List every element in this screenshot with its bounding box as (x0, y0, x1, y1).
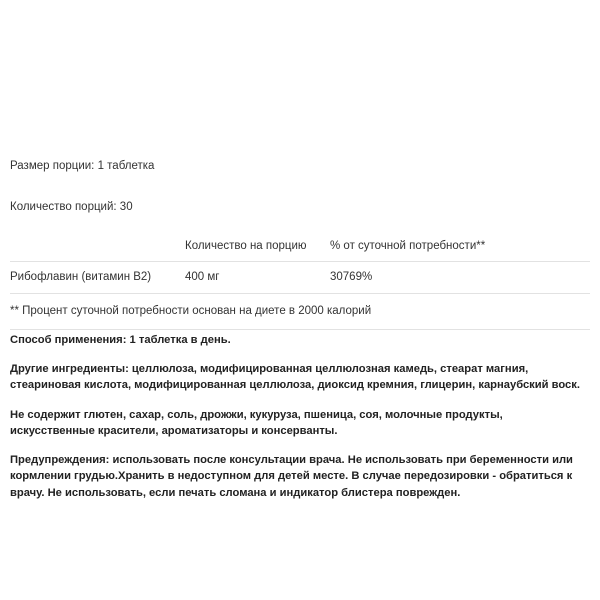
table-header-row (10, 232, 590, 262)
other-ingredients-label: Другие ингредиенты: (10, 363, 129, 376)
supplement-facts-panel (10, 155, 590, 330)
servings-per-container-line: Количество порций: 30 (10, 201, 133, 214)
table-row (10, 261, 590, 293)
other-ingredients-text: целлюлоза, модифицированная целлюлозная камедь, стеарат магния, стеариновая кислота, модифицированная целлюлоза, диоксид кремния, глицерин, карнаубский воск. (10, 363, 580, 392)
nutrients-table (10, 232, 590, 294)
nutrient-amount: 400 мг (185, 261, 330, 293)
nutrient-name: Рибофлавин (витамин B2) (10, 261, 185, 293)
other-ingredients-block (10, 361, 590, 393)
column-header-nutrient (10, 232, 185, 262)
nutrients-table-head (10, 232, 590, 262)
allergen-statement-block (10, 407, 590, 439)
column-header-amount-per-serving: Количество на порцию (185, 232, 330, 262)
column-header-daily-value: % от суточной потребности** (330, 232, 590, 262)
warnings-text: использовать после консультации врача. Не использовать при беременности или кормлении грудью.Хранить в недоступном для детей месте. В случае передозировки - обратиться к врачу. Не использовать, если печать сломана и индикатор блистера поврежден. (10, 454, 573, 499)
directions-label: Способ применения: (10, 334, 127, 346)
warnings-block (10, 452, 590, 501)
nutrients-table-body (10, 261, 590, 293)
nutrient-daily-value: 30769% (330, 261, 590, 293)
serving-size-line: Размер порции: 1 таблетка (10, 160, 155, 172)
daily-value-footnote: ** Процент суточной потребности основан на диете в 2000 калорий (10, 294, 590, 331)
product-notes (10, 332, 590, 501)
directions-text: 1 таблетка в день. (126, 334, 231, 346)
directions-block (10, 332, 590, 348)
warnings-label: Предупреждения: (10, 454, 110, 467)
allergen-statement-text: Не содержит глютен, сахар, соль, дрожжи, кукуруза, пшеница, соя, молочные продукты, искусственные красители, ароматизаторы и консерванты. (10, 408, 503, 437)
